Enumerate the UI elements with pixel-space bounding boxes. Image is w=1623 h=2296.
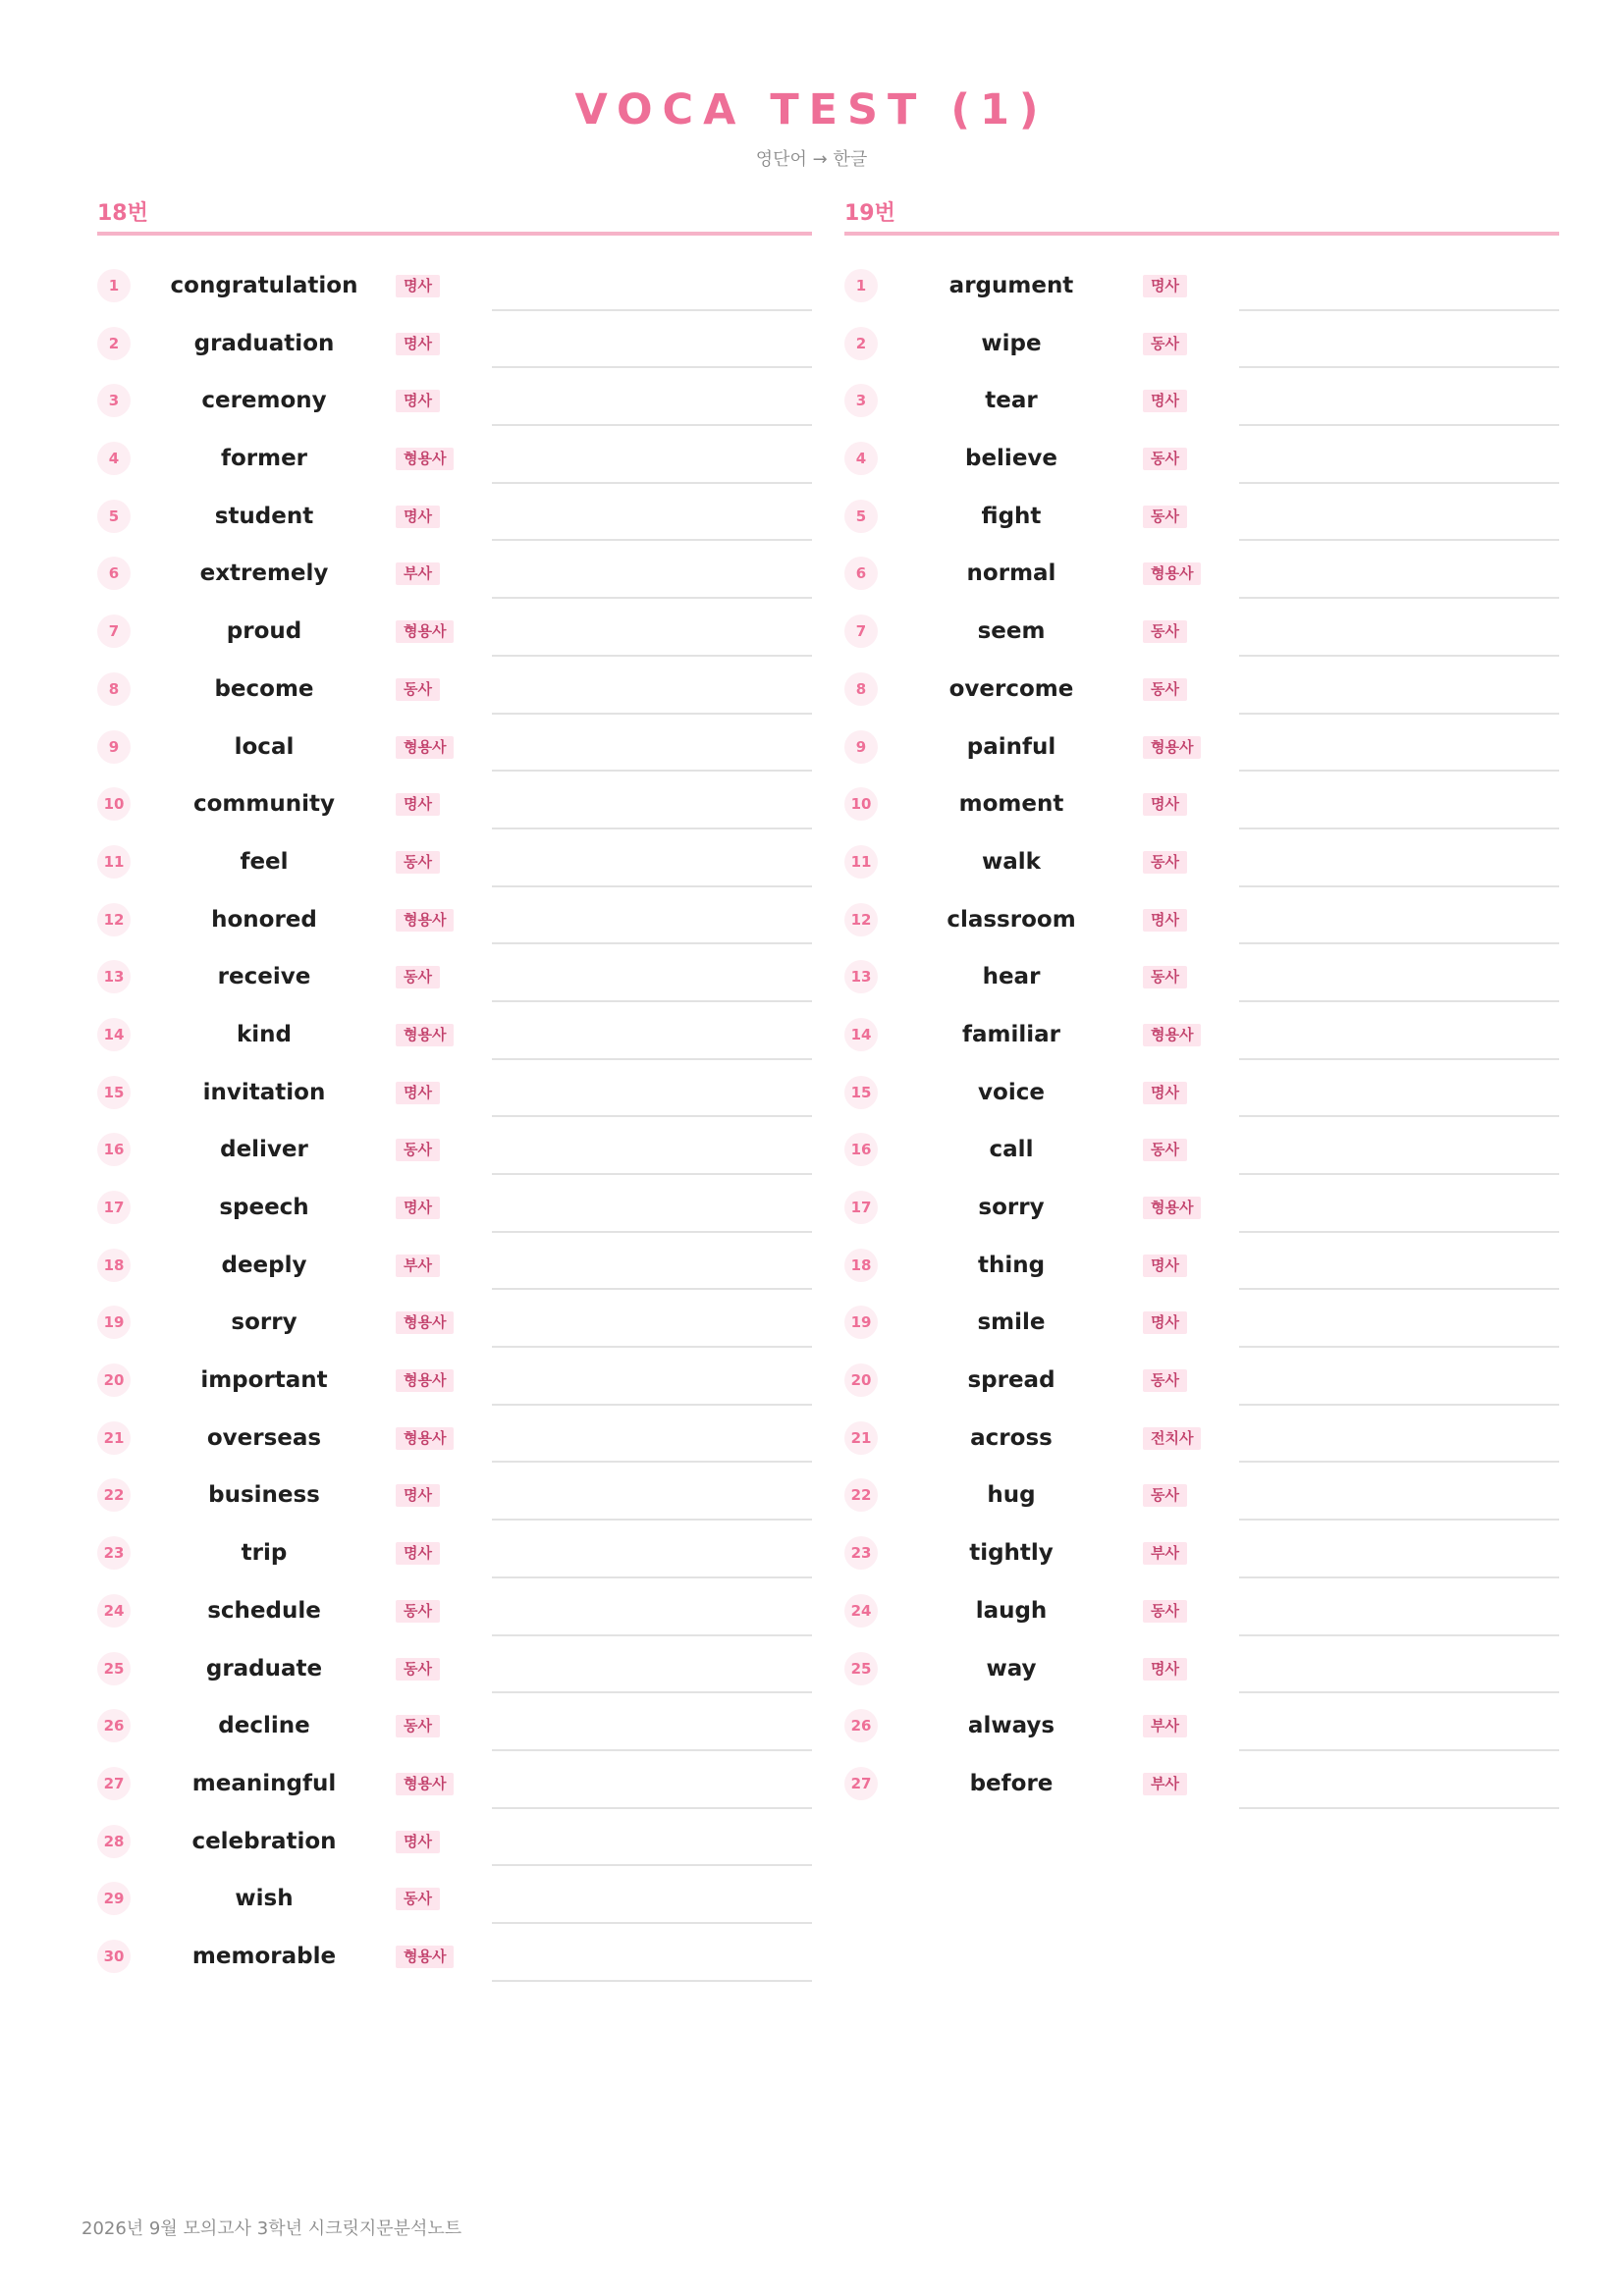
part-of-speech-tag: 형용사 xyxy=(396,620,454,643)
answer-line xyxy=(492,1980,812,1982)
english-word: schedule xyxy=(207,1597,321,1624)
part-of-speech-tag: 명사 xyxy=(396,333,440,355)
vocab-row xyxy=(97,1809,812,1867)
part-of-speech-tag: 명사 xyxy=(1143,909,1187,932)
page-title: VOCA TEST (1) xyxy=(574,85,1049,134)
item-number-badge: 23 xyxy=(844,1536,878,1570)
vocab-row xyxy=(844,484,1559,542)
vocab-row xyxy=(844,1406,1559,1464)
english-word: congratulation xyxy=(170,273,358,298)
vocab-row xyxy=(844,1348,1559,1406)
vocab-row xyxy=(844,657,1559,715)
vocab-row xyxy=(97,1578,812,1636)
part-of-speech-tag: 형용사 xyxy=(396,1946,454,1968)
english-word: invitation xyxy=(202,1079,326,1105)
item-number-badge: 30 xyxy=(97,1940,131,1973)
item-number-badge: 16 xyxy=(97,1133,131,1166)
part-of-speech-tag: 명사 xyxy=(396,1484,440,1507)
english-word: laugh xyxy=(975,1597,1048,1624)
vocab-row xyxy=(97,1060,812,1118)
item-number-badge: 9 xyxy=(844,730,878,764)
vocab-row xyxy=(844,311,1559,369)
item-number-badge: 15 xyxy=(97,1076,131,1109)
vocab-row xyxy=(97,772,812,829)
english-word: walk xyxy=(982,848,1041,875)
english-word: extremely xyxy=(199,561,329,587)
part-of-speech-tag: 동사 xyxy=(1143,620,1187,643)
vocab-row xyxy=(844,1060,1559,1118)
english-word: community xyxy=(193,791,335,818)
vocab-row xyxy=(97,1348,812,1406)
part-of-speech-tag: 형용사 xyxy=(1143,1197,1201,1219)
item-number-badge: 6 xyxy=(97,557,131,590)
vocab-row xyxy=(97,311,812,369)
english-word: feel xyxy=(240,848,289,875)
vocab-row xyxy=(844,599,1559,657)
part-of-speech-tag: 동사 xyxy=(396,1888,440,1910)
vocab-row xyxy=(97,715,812,773)
english-word: voice xyxy=(978,1079,1045,1105)
english-word: kind xyxy=(236,1021,293,1047)
item-number-badge: 11 xyxy=(97,845,131,879)
vocab-row xyxy=(844,829,1559,887)
item-number-badge: 25 xyxy=(844,1652,878,1685)
item-number-badge: 7 xyxy=(97,614,131,648)
vocab-row xyxy=(97,426,812,484)
part-of-speech-tag: 형용사 xyxy=(396,1773,454,1795)
part-of-speech-tag: 동사 xyxy=(396,1658,440,1681)
part-of-speech-tag: 형용사 xyxy=(1143,1024,1201,1046)
vocab-row xyxy=(97,541,812,599)
item-number-badge: 1 xyxy=(97,269,131,302)
vocab-row xyxy=(97,1866,812,1924)
vocab-row xyxy=(844,1521,1559,1578)
item-number-badge: 19 xyxy=(97,1306,131,1339)
column-title: 19번 xyxy=(844,196,1559,236)
part-of-speech-tag: 동사 xyxy=(396,1139,440,1161)
english-word: always xyxy=(967,1713,1055,1739)
item-number-badge: 12 xyxy=(844,903,878,936)
vocab-row xyxy=(844,1233,1559,1291)
part-of-speech-tag: 명사 xyxy=(1143,1082,1187,1104)
part-of-speech-tag: 동사 xyxy=(1143,1369,1187,1392)
item-number-badge: 23 xyxy=(97,1536,131,1570)
answer-line xyxy=(1239,1807,1559,1809)
item-number-badge: 3 xyxy=(844,384,878,417)
vocab-row xyxy=(844,1636,1559,1694)
english-word: meaningful xyxy=(191,1770,337,1796)
item-number-badge: 8 xyxy=(97,672,131,706)
english-word: graduate xyxy=(205,1655,323,1682)
english-word: before xyxy=(969,1770,1054,1796)
part-of-speech-tag: 명사 xyxy=(396,793,440,816)
english-word: believe xyxy=(964,446,1058,472)
vocab-row xyxy=(97,1117,812,1175)
item-number-badge: 25 xyxy=(97,1652,131,1685)
page-subtitle: 영단어 → 한글 xyxy=(755,149,868,170)
vocab-row xyxy=(844,944,1559,1002)
english-word: familiar xyxy=(961,1021,1060,1047)
vocab-list xyxy=(844,253,1559,1809)
english-word: across xyxy=(970,1424,1053,1451)
english-word: argument xyxy=(948,273,1074,298)
english-word: wish xyxy=(235,1886,294,1912)
english-word: fight xyxy=(981,503,1042,529)
vocab-row xyxy=(97,829,812,887)
english-word: wipe xyxy=(981,330,1042,356)
item-number-badge: 19 xyxy=(844,1306,878,1339)
vocab-row xyxy=(844,1693,1559,1751)
english-word: celebration xyxy=(191,1828,337,1854)
vocab-row xyxy=(844,772,1559,829)
vocab-row xyxy=(97,657,812,715)
english-word: local xyxy=(234,733,295,760)
vocab-row xyxy=(97,253,812,311)
part-of-speech-tag: 형용사 xyxy=(396,1311,454,1334)
item-number-badge: 22 xyxy=(97,1478,131,1512)
english-word: tightly xyxy=(969,1540,1054,1567)
vocab-row xyxy=(844,887,1559,945)
vocab-row xyxy=(97,1175,812,1233)
part-of-speech-tag: 동사 xyxy=(396,1600,440,1623)
part-of-speech-tag: 동사 xyxy=(396,851,440,874)
vocab-row xyxy=(97,1233,812,1291)
english-word: student xyxy=(214,503,314,529)
part-of-speech-tag: 동사 xyxy=(396,966,440,988)
vocab-row xyxy=(97,599,812,657)
item-number-badge: 2 xyxy=(97,327,131,360)
vocab-row xyxy=(97,1406,812,1464)
english-word: speech xyxy=(219,1195,309,1220)
part-of-speech-tag: 동사 xyxy=(1143,333,1187,355)
english-word: classroom xyxy=(947,906,1076,933)
english-word: smile xyxy=(977,1309,1046,1336)
vocab-column-right xyxy=(844,196,1559,1809)
page-header xyxy=(0,80,1623,173)
english-word: normal xyxy=(966,561,1056,587)
part-of-speech-tag: 부사 xyxy=(396,1255,440,1277)
part-of-speech-tag: 동사 xyxy=(1143,1484,1187,1507)
english-word: spread xyxy=(967,1367,1055,1394)
part-of-speech-tag: 명사 xyxy=(396,1542,440,1565)
english-word: painful xyxy=(966,733,1056,760)
vocab-row xyxy=(844,253,1559,311)
english-word: sorry xyxy=(978,1195,1045,1220)
vocab-row xyxy=(844,1578,1559,1636)
part-of-speech-tag: 형용사 xyxy=(396,1427,454,1450)
part-of-speech-tag: 형용사 xyxy=(1143,736,1201,759)
part-of-speech-tag: 동사 xyxy=(1143,448,1187,470)
part-of-speech-tag: 형용사 xyxy=(396,909,454,932)
english-word: proud xyxy=(226,618,302,645)
item-number-badge: 4 xyxy=(844,442,878,475)
item-number-badge: 7 xyxy=(844,614,878,648)
vocab-row xyxy=(97,368,812,426)
part-of-speech-tag: 명사 xyxy=(396,506,440,528)
item-number-badge: 5 xyxy=(97,500,131,533)
english-word: thing xyxy=(977,1252,1046,1278)
item-number-badge: 1 xyxy=(844,269,878,302)
item-number-badge: 20 xyxy=(97,1363,131,1397)
vocab-row xyxy=(844,1117,1559,1175)
vocab-row xyxy=(844,715,1559,773)
item-number-badge: 21 xyxy=(97,1421,131,1455)
item-number-badge: 11 xyxy=(844,845,878,879)
part-of-speech-tag: 형용사 xyxy=(396,1369,454,1392)
part-of-speech-tag: 명사 xyxy=(1143,1255,1187,1277)
english-word: hug xyxy=(987,1482,1036,1509)
english-word: honored xyxy=(211,906,317,933)
part-of-speech-tag: 형용사 xyxy=(396,736,454,759)
part-of-speech-tag: 명사 xyxy=(1143,793,1187,816)
vocab-row xyxy=(97,484,812,542)
part-of-speech-tag: 명사 xyxy=(396,1197,440,1219)
vocab-list xyxy=(97,253,812,1982)
vocab-row xyxy=(97,1521,812,1578)
part-of-speech-tag: 명사 xyxy=(396,275,440,297)
english-word: graduation xyxy=(193,330,335,356)
english-word: seem xyxy=(977,618,1046,645)
english-word: sorry xyxy=(231,1309,298,1336)
vocab-row xyxy=(844,426,1559,484)
part-of-speech-tag: 동사 xyxy=(1143,851,1187,874)
vocab-row xyxy=(97,887,812,945)
part-of-speech-tag: 형용사 xyxy=(396,448,454,470)
part-of-speech-tag: 동사 xyxy=(1143,506,1187,528)
vocab-row xyxy=(97,1693,812,1751)
item-number-badge: 14 xyxy=(97,1018,131,1051)
part-of-speech-tag: 부사 xyxy=(1143,1773,1187,1795)
item-number-badge: 28 xyxy=(97,1825,131,1858)
vocab-row xyxy=(97,1002,812,1060)
english-word: deeply xyxy=(221,1252,307,1278)
english-word: decline xyxy=(218,1713,310,1739)
part-of-speech-tag: 동사 xyxy=(1143,678,1187,701)
part-of-speech-tag: 명사 xyxy=(1143,390,1187,412)
item-number-badge: 18 xyxy=(97,1249,131,1282)
item-number-badge: 18 xyxy=(844,1249,878,1282)
english-word: tear xyxy=(985,388,1038,414)
item-number-badge: 17 xyxy=(97,1191,131,1224)
item-number-badge: 21 xyxy=(844,1421,878,1455)
vocab-row xyxy=(97,1463,812,1521)
item-number-badge: 3 xyxy=(97,384,131,417)
part-of-speech-tag: 명사 xyxy=(396,1082,440,1104)
english-word: moment xyxy=(958,791,1064,818)
part-of-speech-tag: 명사 xyxy=(1143,1658,1187,1681)
part-of-speech-tag: 동사 xyxy=(1143,1139,1187,1161)
part-of-speech-tag: 명사 xyxy=(396,1831,440,1853)
item-number-badge: 13 xyxy=(844,960,878,993)
english-word: important xyxy=(200,1367,328,1394)
item-number-badge: 16 xyxy=(844,1133,878,1166)
english-word: trip xyxy=(241,1540,288,1567)
vocab-row xyxy=(844,368,1559,426)
part-of-speech-tag: 명사 xyxy=(1143,275,1187,297)
vocab-row xyxy=(844,1463,1559,1521)
english-word: overcome xyxy=(948,675,1074,702)
part-of-speech-tag: 동사 xyxy=(1143,1600,1187,1623)
item-number-badge: 26 xyxy=(97,1709,131,1742)
item-number-badge: 27 xyxy=(844,1767,878,1800)
item-number-badge: 29 xyxy=(97,1882,131,1915)
english-word: become xyxy=(214,675,314,702)
part-of-speech-tag: 명사 xyxy=(396,390,440,412)
item-number-badge: 6 xyxy=(844,557,878,590)
english-word: memorable xyxy=(191,1943,337,1969)
item-number-badge: 2 xyxy=(844,327,878,360)
vocab-row xyxy=(97,1290,812,1348)
vocab-row xyxy=(97,1636,812,1694)
page-footer: 2026년 9월 모의고사 3학년 시크릿지문분석노트 xyxy=(81,2218,462,2239)
english-word: receive xyxy=(217,964,311,990)
item-number-badge: 13 xyxy=(97,960,131,993)
vocab-row xyxy=(97,1751,812,1809)
vocab-row xyxy=(844,1290,1559,1348)
column-title: 18번 xyxy=(97,196,812,236)
vocab-row xyxy=(844,541,1559,599)
part-of-speech-tag: 전치사 xyxy=(1143,1427,1201,1450)
vocab-column-left xyxy=(97,196,812,1982)
item-number-badge: 17 xyxy=(844,1191,878,1224)
part-of-speech-tag: 동사 xyxy=(1143,966,1187,988)
item-number-badge: 15 xyxy=(844,1076,878,1109)
part-of-speech-tag: 부사 xyxy=(396,562,440,585)
english-word: hear xyxy=(982,964,1041,990)
vocab-row xyxy=(97,1924,812,1982)
vocab-row xyxy=(844,1175,1559,1233)
part-of-speech-tag: 명사 xyxy=(1143,1311,1187,1334)
english-word: business xyxy=(208,1482,320,1509)
english-word: former xyxy=(220,446,308,472)
part-of-speech-tag: 부사 xyxy=(1143,1542,1187,1565)
item-number-badge: 12 xyxy=(97,903,131,936)
english-word: overseas xyxy=(206,1424,322,1451)
item-number-badge: 26 xyxy=(844,1709,878,1742)
item-number-badge: 22 xyxy=(844,1478,878,1512)
item-number-badge: 10 xyxy=(97,787,131,821)
item-number-badge: 24 xyxy=(844,1594,878,1628)
item-number-badge: 14 xyxy=(844,1018,878,1051)
part-of-speech-tag: 동사 xyxy=(396,678,440,701)
vocab-row xyxy=(97,944,812,1002)
vocab-row xyxy=(844,1002,1559,1060)
item-number-badge: 5 xyxy=(844,500,878,533)
english-word: call xyxy=(989,1137,1034,1163)
part-of-speech-tag: 부사 xyxy=(1143,1715,1187,1737)
english-word: deliver xyxy=(220,1137,308,1163)
part-of-speech-tag: 형용사 xyxy=(1143,562,1201,585)
item-number-badge: 24 xyxy=(97,1594,131,1628)
item-number-badge: 27 xyxy=(97,1767,131,1800)
item-number-badge: 20 xyxy=(844,1363,878,1397)
part-of-speech-tag: 동사 xyxy=(396,1715,440,1737)
vocab-row xyxy=(844,1751,1559,1809)
item-number-badge: 9 xyxy=(97,730,131,764)
item-number-badge: 4 xyxy=(97,442,131,475)
english-word: way xyxy=(986,1655,1037,1682)
item-number-badge: 10 xyxy=(844,787,878,821)
english-word: ceremony xyxy=(201,388,327,414)
item-number-badge: 8 xyxy=(844,672,878,706)
part-of-speech-tag: 형용사 xyxy=(396,1024,454,1046)
